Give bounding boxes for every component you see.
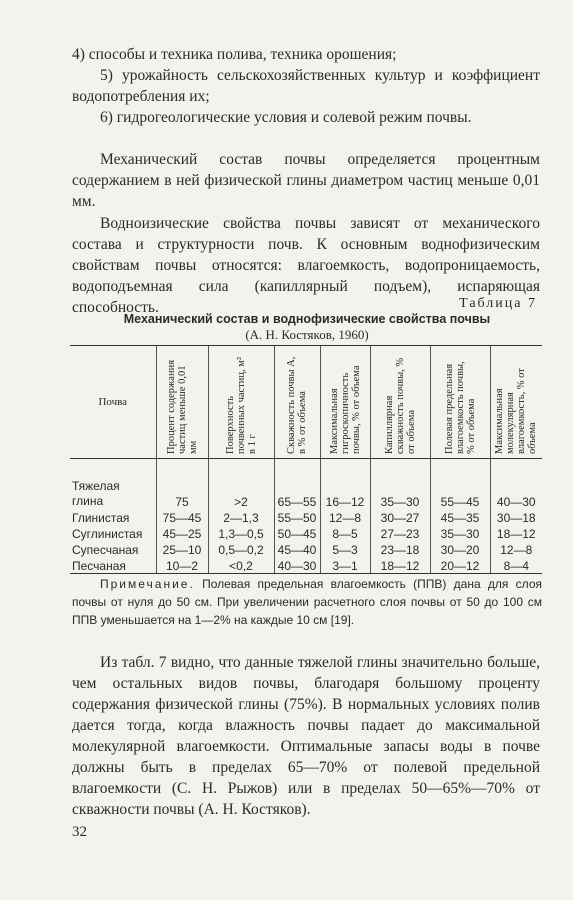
header-max-hygroscopicity: Максимальная гигроскопичность почвы, % от объема bbox=[320, 346, 370, 459]
table-row bbox=[70, 541, 542, 557]
header-soil: Почва bbox=[70, 346, 156, 459]
table-row bbox=[70, 525, 542, 541]
cell: 75 bbox=[156, 479, 208, 509]
list-item-4: 4) способы и техника полива, техника орошения; bbox=[72, 46, 397, 63]
cell: 65—55 bbox=[274, 479, 320, 509]
cell: 35—30 bbox=[430, 525, 490, 541]
cell: 3—1 bbox=[320, 557, 370, 574]
list-item-6: 6) гидрогеологические условия и солевой режим почвы. bbox=[100, 109, 472, 126]
table-title: Механический состав и воднофизические свойства почвы bbox=[123, 312, 491, 326]
page-number: 32 bbox=[72, 824, 87, 840]
cell-soil: Тяжелая глина bbox=[72, 479, 120, 508]
cell: 27—23 bbox=[370, 525, 430, 541]
header-capillary-porosity: Капиллярная скважность почвы, % от объема bbox=[370, 346, 430, 459]
table-number: Таблица 7 bbox=[459, 296, 537, 311]
cell-soil: Суглинистая bbox=[72, 527, 143, 541]
list-item-5: 5) урожайность сельскохозяйственных культур и коэффициент водопотребления их; bbox=[72, 67, 540, 105]
cell-soil: Глинистая bbox=[72, 511, 130, 525]
cell-soil: Супесчаная bbox=[72, 543, 139, 557]
header-field-capacity: Полевая предельная влагоемкость почвы, % от объема bbox=[430, 346, 490, 459]
cell: 5—3 bbox=[320, 541, 370, 557]
cell: 8—5 bbox=[320, 525, 370, 541]
cell: 0,5—0,2 bbox=[208, 541, 274, 557]
cell: 2—1,3 bbox=[208, 509, 274, 525]
cell: 20—12 bbox=[430, 557, 490, 574]
cell: 45—40 bbox=[274, 541, 320, 557]
cell: 30—18 bbox=[490, 509, 542, 525]
header-max-molecular-capacity: Максимальная молекулярная влагоемкость, % от объема bbox=[490, 346, 542, 459]
cell: 75—45 bbox=[156, 509, 208, 525]
cell: 18—12 bbox=[370, 557, 430, 574]
cell: 40—30 bbox=[490, 479, 542, 509]
note-text: Полевая предельная влагоемкость (ППВ) дана для слоя почвы от нуля до 50 см. При увеличении расчетного слоя почвы от 50 до 100 см ППВ уменьшается на 1—2% на каждые 10 см [19]. bbox=[72, 577, 542, 627]
table-row bbox=[70, 459, 542, 480]
table-note bbox=[72, 575, 542, 629]
table-row bbox=[70, 557, 542, 574]
cell: 10—2 bbox=[156, 557, 208, 574]
table-source: (А. Н. Костяков, 1960) bbox=[245, 327, 369, 342]
cell: 18—12 bbox=[490, 525, 542, 541]
cell: 25—10 bbox=[156, 541, 208, 557]
note-label: Примечание. bbox=[100, 577, 195, 591]
cell: 23—18 bbox=[370, 541, 430, 557]
cell-soil: Песчаная bbox=[70, 557, 156, 574]
soil-properties-table bbox=[70, 345, 542, 574]
cell: 16—12 bbox=[320, 479, 370, 509]
cell: 55—50 bbox=[274, 509, 320, 525]
cell: 1,3—0,5 bbox=[208, 525, 274, 541]
cell: 8—4 bbox=[490, 557, 542, 574]
cell: 12—8 bbox=[320, 509, 370, 525]
paragraph-conclusion: Из табл. 7 видно, что данные тяжелой глины значительно больше, чем остальных видов почвы, благодаря большому проценту содержания физической глины (75%). В нормальных условиях полив дается тогда, когда влажность почвы падает до максимальной молекулярной влагоемкости. Оптимальные запасы воды в почве должны быть в пределах 65—70% от полевой предельной влагоемкости (С. Н. Рыжов) или в пределах 50—65%—70% от скважности почвы (А. Н. Костяков). bbox=[72, 654, 540, 818]
cell: 55—45 bbox=[430, 479, 490, 509]
cell: 45—35 bbox=[430, 509, 490, 525]
table-header-row bbox=[70, 346, 542, 459]
cell: 30—20 bbox=[430, 541, 490, 557]
paragraph-water-physical-properties: Водноизические свойства почвы зависят от механического состава и структурности почв. К основным воднофизическим свойствам почвы относятся: влагоемкость, водопроницаемость, водоподъемная сила (капиллярный подъем), испаряющая способность. bbox=[72, 215, 540, 316]
cell: 50—45 bbox=[274, 525, 320, 541]
table-row bbox=[70, 509, 542, 525]
cell: 35—30 bbox=[370, 479, 430, 509]
paragraph-mechanical-composition: Механический состав почвы определяется процентным содержанием в ней физической глины диаметром частиц меньше 0,01 мм. bbox=[72, 151, 540, 210]
cell: 40—30 bbox=[274, 557, 320, 574]
table-row bbox=[70, 479, 542, 509]
cell: 12—8 bbox=[490, 541, 542, 557]
cell: >2 bbox=[208, 479, 274, 509]
header-surface-area: Поверхность почвенных частиц, м² в 1 г bbox=[208, 346, 274, 459]
header-porosity: Скважность почвы А, в % от объема bbox=[274, 346, 320, 459]
header-clay-percent: Процент содержания частиц меньше 0,01 мм bbox=[156, 346, 208, 459]
cell: 45—25 bbox=[156, 525, 208, 541]
cell: 30—27 bbox=[370, 509, 430, 525]
cell: <0,2 bbox=[208, 557, 274, 574]
